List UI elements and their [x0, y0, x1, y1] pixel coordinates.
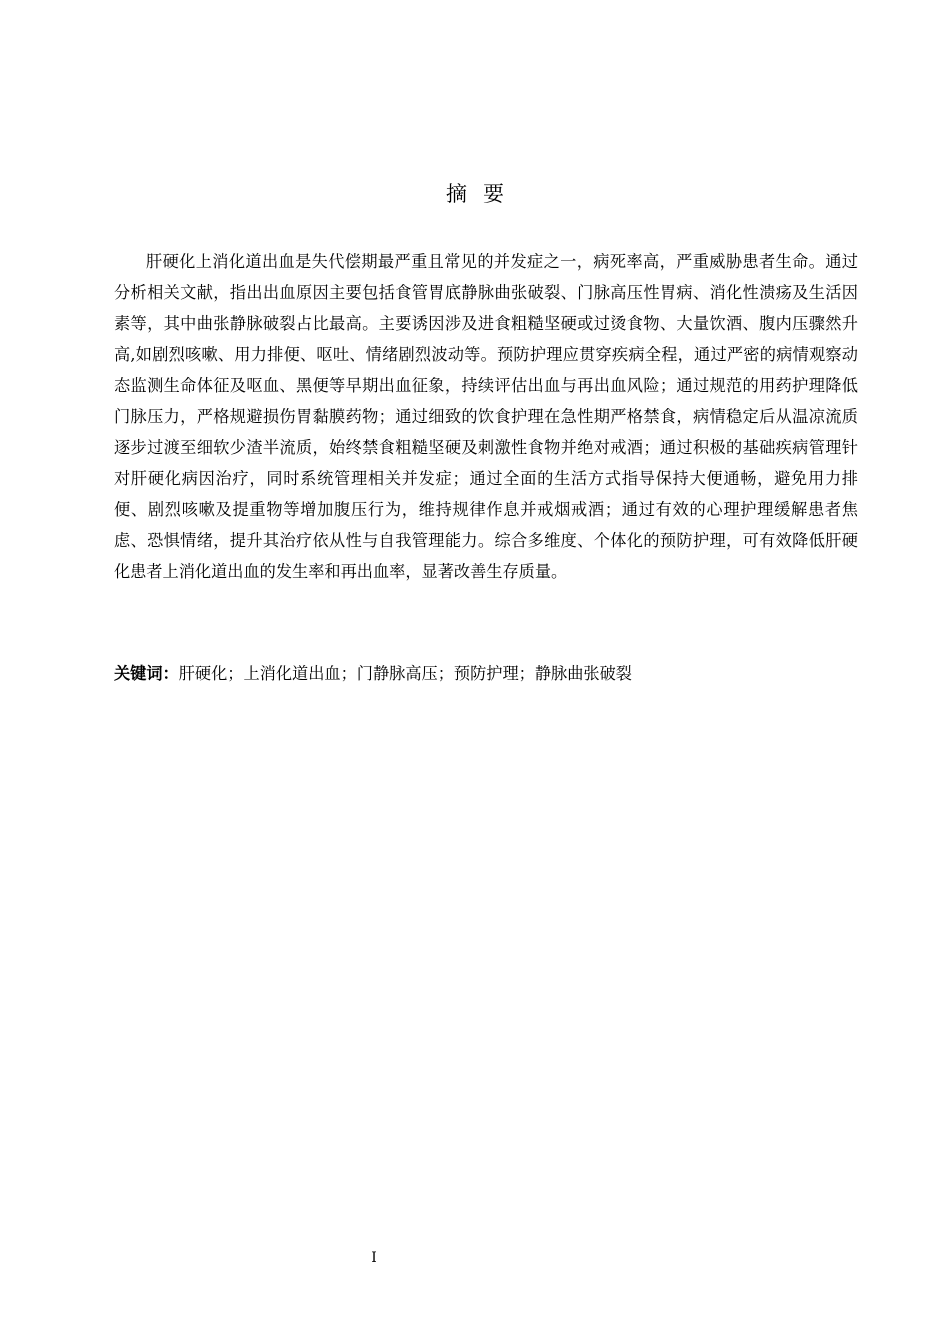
keywords-list: 肝硬化；上消化道出血；门静脉高压；预防护理；静脉曲张破裂 [178, 664, 632, 683]
keywords-line [114, 660, 858, 688]
abstract-title: 摘要 [446, 182, 520, 206]
abstract-body: 肝硬化上消化道出血是失代偿期最严重且常见的并发症之一，病死率高，严重威胁患者生命。通过分析相关文献，指出出血原因主要包括食管胃底静脉曲张破裂、门脉高压性胃病、消化性溃疡及生活因素等，其中曲张静脉破裂占比最高。主要诱因涉及进食粗糙坚硬或过烫食物、大量饮酒、腹内压骤然升高,如剧烈咳嗽、用力排便、呕吐、情绪剧烈波动等。预防护理应贯穿疾病全程，通过严密的病情观察动态监测生命体征及呕血、黑便等早期出血征象，持续评估出血与再出血风险；通过规范的用药护理降低门脉压力，严格规避损伤胃黏膜药物；通过细致的饮食护理在急性期严格禁食，病情稳定后从温凉流质逐步过渡至细软少渣半流质，始终禁食粗糙坚硬及刺激性食物并绝对戒酒；通过积极的基础疾病管理针对肝硬化病因治疗，同时系统管理相关并发症；通过全面的生活方式指导保持大便通畅，避免用力排便、剧烈咳嗽及提重物等增加腹压行为，维持规律作息并戒烟戒酒；通过有效的心理护理缓解患者焦虑、恐惧情绪，提升其治疗依从性与自我管理能力。综合多维度、个体化的预防护理，可有效降低肝硬化患者上消化道出血的发生率和再出血率，显著改善生存质量。 [114, 252, 858, 581]
keywords-label: 关键词： [114, 664, 179, 683]
page-number: I [371, 1250, 377, 1266]
